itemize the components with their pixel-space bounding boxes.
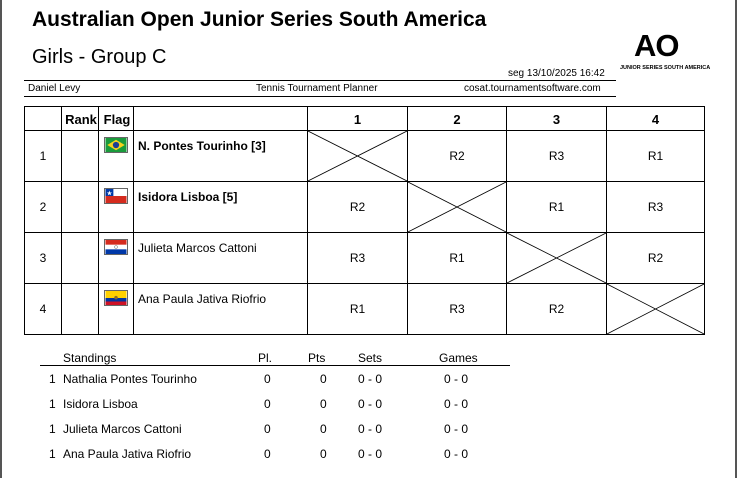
row-rank [62, 233, 99, 284]
self-match-cross [308, 131, 408, 182]
standings-row [40, 441, 510, 466]
standings-points: 0 [320, 422, 327, 436]
ecuador-flag-icon [104, 290, 128, 306]
self-match-cross [507, 233, 607, 284]
standings-row [40, 391, 510, 416]
row-rank [62, 131, 99, 182]
standings-rank: 1 [49, 422, 56, 436]
standings-row [40, 366, 510, 391]
match-result[interactable]: R2 [408, 131, 507, 182]
match-result[interactable]: R1 [308, 284, 408, 335]
standings-header-sets: Sets [358, 351, 383, 365]
match-result[interactable]: R3 [607, 182, 705, 233]
info-line [24, 80, 616, 97]
row-seed: 3 [25, 233, 62, 284]
standings-sets: 0 - 0 [358, 447, 383, 461]
standings-header-games: Games [439, 351, 478, 365]
match-result[interactable]: R3 [308, 233, 408, 284]
standings-player[interactable]: Julieta Marcos Cattoni [63, 422, 182, 436]
logo-subtext: JUNIOR SERIES SOUTH AMERICA [620, 65, 711, 71]
match-result[interactable]: R2 [308, 182, 408, 233]
match-result[interactable]: R3 [507, 131, 607, 182]
grid-row [25, 131, 705, 182]
standings-points: 0 [320, 397, 327, 411]
standings-games: 0 - 0 [444, 422, 469, 436]
chile-flag-icon [104, 188, 128, 204]
standings-points: 0 [320, 447, 327, 461]
match-result[interactable]: R2 [607, 233, 705, 284]
player-name[interactable] [134, 233, 308, 284]
standings-header-points: Pts [308, 351, 326, 365]
header-seed [25, 107, 62, 131]
match-result[interactable]: R2 [507, 284, 607, 335]
standings-played: 0 [264, 422, 271, 436]
standings-played: 0 [264, 372, 271, 386]
brazil-flag-icon [104, 137, 128, 153]
author-name: Daniel Levy [28, 83, 81, 94]
player-name-link[interactable]: Ana Paula Jativa Riofrio [138, 292, 267, 306]
row-rank [62, 182, 99, 233]
standings-sets: 0 - 0 [358, 422, 383, 436]
print-timestamp: seg 13/10/2025 16:42 [508, 68, 605, 79]
standings-rank: 1 [49, 397, 56, 411]
standings-table [40, 350, 510, 466]
player-name-link[interactable]: N. Pontes Tourinho [3] [138, 139, 266, 153]
page-left-border [0, 0, 2, 478]
standings-points: 0 [320, 372, 327, 386]
standings-row [40, 416, 510, 441]
standings-sets: 0 - 0 [358, 397, 383, 411]
standings-games: 0 - 0 [444, 372, 469, 386]
ao-logo [620, 30, 710, 74]
header-col-2: 2 [408, 107, 507, 131]
page-right-border [735, 0, 737, 478]
group-title: Girls - Group C [32, 46, 167, 68]
player-name[interactable] [134, 131, 308, 182]
player-name[interactable] [134, 182, 308, 233]
standings-games: 0 - 0 [444, 397, 469, 411]
row-seed: 2 [25, 182, 62, 233]
standings-player[interactable]: Nathalia Pontes Tourinho [63, 372, 197, 386]
player-name[interactable] [134, 284, 308, 335]
standings-player[interactable]: Ana Paula Jativa Riofrio [63, 447, 192, 461]
standings-header [40, 350, 510, 366]
tournament-title: Australian Open Junior Series South America [32, 8, 487, 31]
logo-mark: AO [634, 28, 679, 63]
row-seed: 1 [25, 131, 62, 182]
round-robin-grid [24, 106, 705, 335]
row-seed: 4 [25, 284, 62, 335]
standings-sets: 0 - 0 [358, 372, 383, 386]
standings-played: 0 [264, 447, 271, 461]
grid-header-row [25, 107, 705, 131]
site-url: cosat.tournamentsoftware.com [464, 83, 601, 94]
player-name-link[interactable]: Isidora Lisboa [5] [138, 190, 238, 204]
header-col-1: 1 [308, 107, 408, 131]
self-match-cross [408, 182, 507, 233]
match-result[interactable]: R1 [408, 233, 507, 284]
header-col-3: 3 [507, 107, 607, 131]
standings-header-name: Standings [63, 351, 117, 365]
grid-row [25, 284, 705, 335]
standings-rank: 1 [49, 447, 56, 461]
match-result[interactable]: R1 [607, 131, 705, 182]
row-rank [62, 284, 99, 335]
standings-player[interactable]: Isidora Lisboa [63, 397, 138, 411]
grid-row [25, 182, 705, 233]
match-result[interactable]: R3 [408, 284, 507, 335]
standings-header-played: Pl. [258, 351, 273, 365]
standings-played: 0 [264, 397, 271, 411]
header-name [134, 107, 308, 131]
match-result[interactable]: R1 [507, 182, 607, 233]
self-match-cross [607, 284, 705, 335]
header-col-4: 4 [607, 107, 705, 131]
grid-row [25, 233, 705, 284]
standings-games: 0 - 0 [444, 447, 469, 461]
header-rank: Rank [62, 107, 99, 131]
header-flag: Flag [99, 107, 134, 131]
paraguay-flag-icon [104, 239, 128, 255]
standings-rank: 1 [49, 372, 56, 386]
player-name-link[interactable]: Julieta Marcos Cattoni [138, 241, 257, 255]
app-name: Tennis Tournament Planner [256, 83, 378, 94]
